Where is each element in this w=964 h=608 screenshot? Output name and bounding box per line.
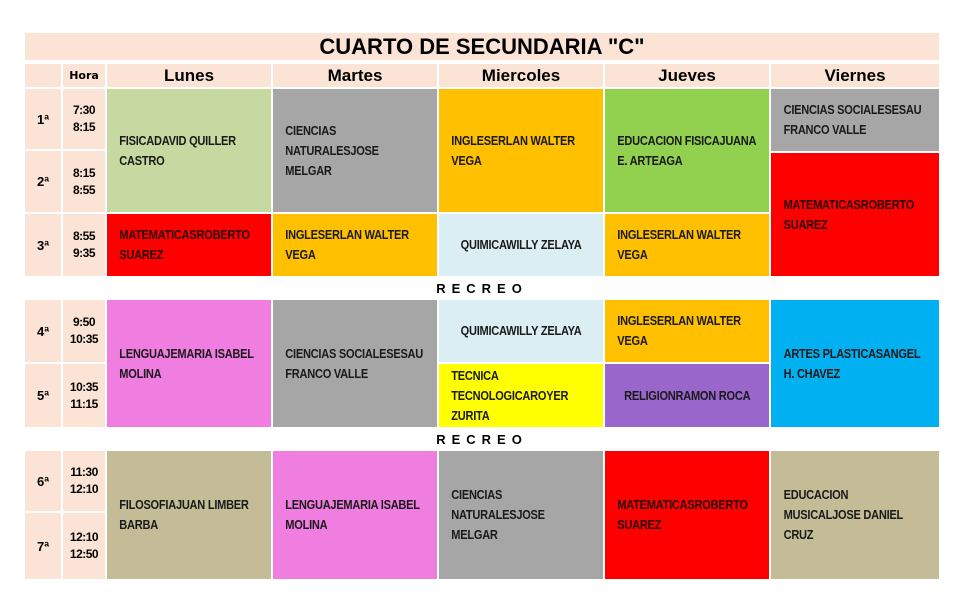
subject-name: MATEMATICAS xyxy=(617,497,695,512)
teacher-name: ROBERTO SUAREZ xyxy=(783,196,915,232)
teacher-name: ERLAN WALTER VEGA xyxy=(617,313,741,348)
teacher-name: RAMON ROCA xyxy=(675,387,751,403)
class-block xyxy=(273,451,437,579)
class-block xyxy=(439,364,603,427)
class-block xyxy=(439,451,603,579)
header-jueves: Jueves xyxy=(605,64,769,87)
period-number: 3ª xyxy=(25,214,61,276)
header-martes: Martes xyxy=(273,64,437,87)
subject-name: CIENCIAS SOCIALES xyxy=(783,102,892,117)
subject-name: TECNICA TECNOLOGICA xyxy=(451,367,531,403)
teacher-name: DAVID QUILLER CASTRO xyxy=(119,132,236,168)
period-time: 10:35 11:15 xyxy=(63,364,105,427)
subject-name: LENGUAJE xyxy=(119,345,178,361)
schedule-table xyxy=(25,33,939,581)
subject-name: FILOSOFIA xyxy=(119,497,176,512)
subject-name: INGLES xyxy=(617,313,657,328)
teacher-name: ESAU FRANCO VALLE xyxy=(285,345,424,381)
subject-name: MATEMATICAS xyxy=(119,227,197,242)
period-number: 4ª xyxy=(25,300,61,362)
subject-name: FISICA xyxy=(119,132,154,148)
subject-name: INGLES xyxy=(451,132,491,148)
class-block xyxy=(605,89,769,212)
period-number: 5ª xyxy=(25,364,61,427)
class-block xyxy=(107,214,271,276)
subject-name: LENGUAJE xyxy=(285,497,344,512)
teacher-name: MARIA ISABEL MOLINA xyxy=(119,345,254,381)
teacher-name: JUANA E. ARTEAGA xyxy=(617,132,756,168)
class-block xyxy=(605,300,769,362)
teacher-name: JOSE MELGAR xyxy=(451,507,545,542)
class-block xyxy=(273,214,437,276)
subject-name: INGLES xyxy=(285,227,325,242)
class-block xyxy=(439,300,603,362)
teacher-name: ROYER ZURITA xyxy=(451,387,569,423)
header-lunes: Lunes xyxy=(107,64,271,87)
teacher-name: JOSE DANIEL CRUZ xyxy=(783,507,903,542)
recreo-row: RECREO xyxy=(25,278,939,298)
class-block xyxy=(107,451,271,579)
header-miercoles: Miercoles xyxy=(439,64,603,87)
teacher-name: WILLY ZELAYA xyxy=(506,323,582,338)
teacher-name: ERLAN WALTER VEGA xyxy=(285,227,409,262)
period-time: 8:15 8:55 xyxy=(63,151,105,212)
subject-name: QUIMICA xyxy=(460,237,507,252)
subject-name: RELIGION xyxy=(623,387,676,403)
period-time: 11:30 12:10 xyxy=(63,451,105,511)
teacher-name: MARIA ISABEL MOLINA xyxy=(285,497,420,532)
class-block xyxy=(771,451,939,579)
header-hora: Hora xyxy=(63,64,105,87)
class-block xyxy=(771,89,939,151)
class-block xyxy=(107,89,271,212)
period-time: 8:55 9:35 xyxy=(63,214,105,276)
class-block xyxy=(273,300,437,427)
subject-name: EDUCACION MUSICAL xyxy=(783,487,849,522)
subject-name: ARTES PLASTICAS xyxy=(783,345,883,361)
subject-name: MATEMATICAS xyxy=(783,196,861,212)
class-block xyxy=(273,89,437,212)
class-block xyxy=(439,89,603,212)
period-time: 9:50 10:35 xyxy=(63,300,105,362)
teacher-name: ESAU FRANCO VALLE xyxy=(783,102,922,137)
period-time: 12:10 12:50 xyxy=(63,513,105,579)
period-number: 6ª xyxy=(25,451,61,511)
teacher-name: ANGEL H. CHAVEZ xyxy=(783,345,921,381)
subject-name: CIENCIAS NATURALES xyxy=(285,122,351,158)
class-block xyxy=(107,300,271,427)
header-viernes: Viernes xyxy=(771,64,939,87)
subject-name: INGLES xyxy=(617,227,657,242)
subject-name: CIENCIAS SOCIALES xyxy=(285,345,394,361)
period-time: 7:30 8:15 xyxy=(63,89,105,149)
subject-name: QUIMICA xyxy=(460,323,507,338)
header-corner xyxy=(25,64,61,87)
class-block xyxy=(605,364,769,427)
schedule-title: CUARTO DE SECUNDARIA "C" xyxy=(319,34,645,59)
teacher-name: JOSE MELGAR xyxy=(285,142,379,178)
teacher-name: ROBERTO SUAREZ xyxy=(617,497,748,532)
teacher-name: ERLAN WALTER VEGA xyxy=(617,227,741,262)
class-block xyxy=(771,300,939,427)
class-block xyxy=(605,451,769,579)
recreo-row: RECREO xyxy=(25,429,939,449)
period-number: 7ª xyxy=(25,513,61,579)
period-number: 1ª xyxy=(25,89,61,149)
teacher-name: ERLAN WALTER VEGA xyxy=(451,132,575,168)
class-block xyxy=(605,214,769,276)
subject-name: CIENCIAS NATURALES xyxy=(451,487,517,522)
teacher-name: JUAN LIMBER BARBA xyxy=(119,497,249,532)
period-number: 2ª xyxy=(25,151,61,212)
teacher-name: WILLY ZELAYA xyxy=(506,237,582,252)
class-block xyxy=(771,153,939,276)
teacher-name: ROBERTO SUAREZ xyxy=(119,227,250,262)
class-block xyxy=(439,214,603,276)
subject-name: EDUCACION FISICA xyxy=(617,132,720,148)
